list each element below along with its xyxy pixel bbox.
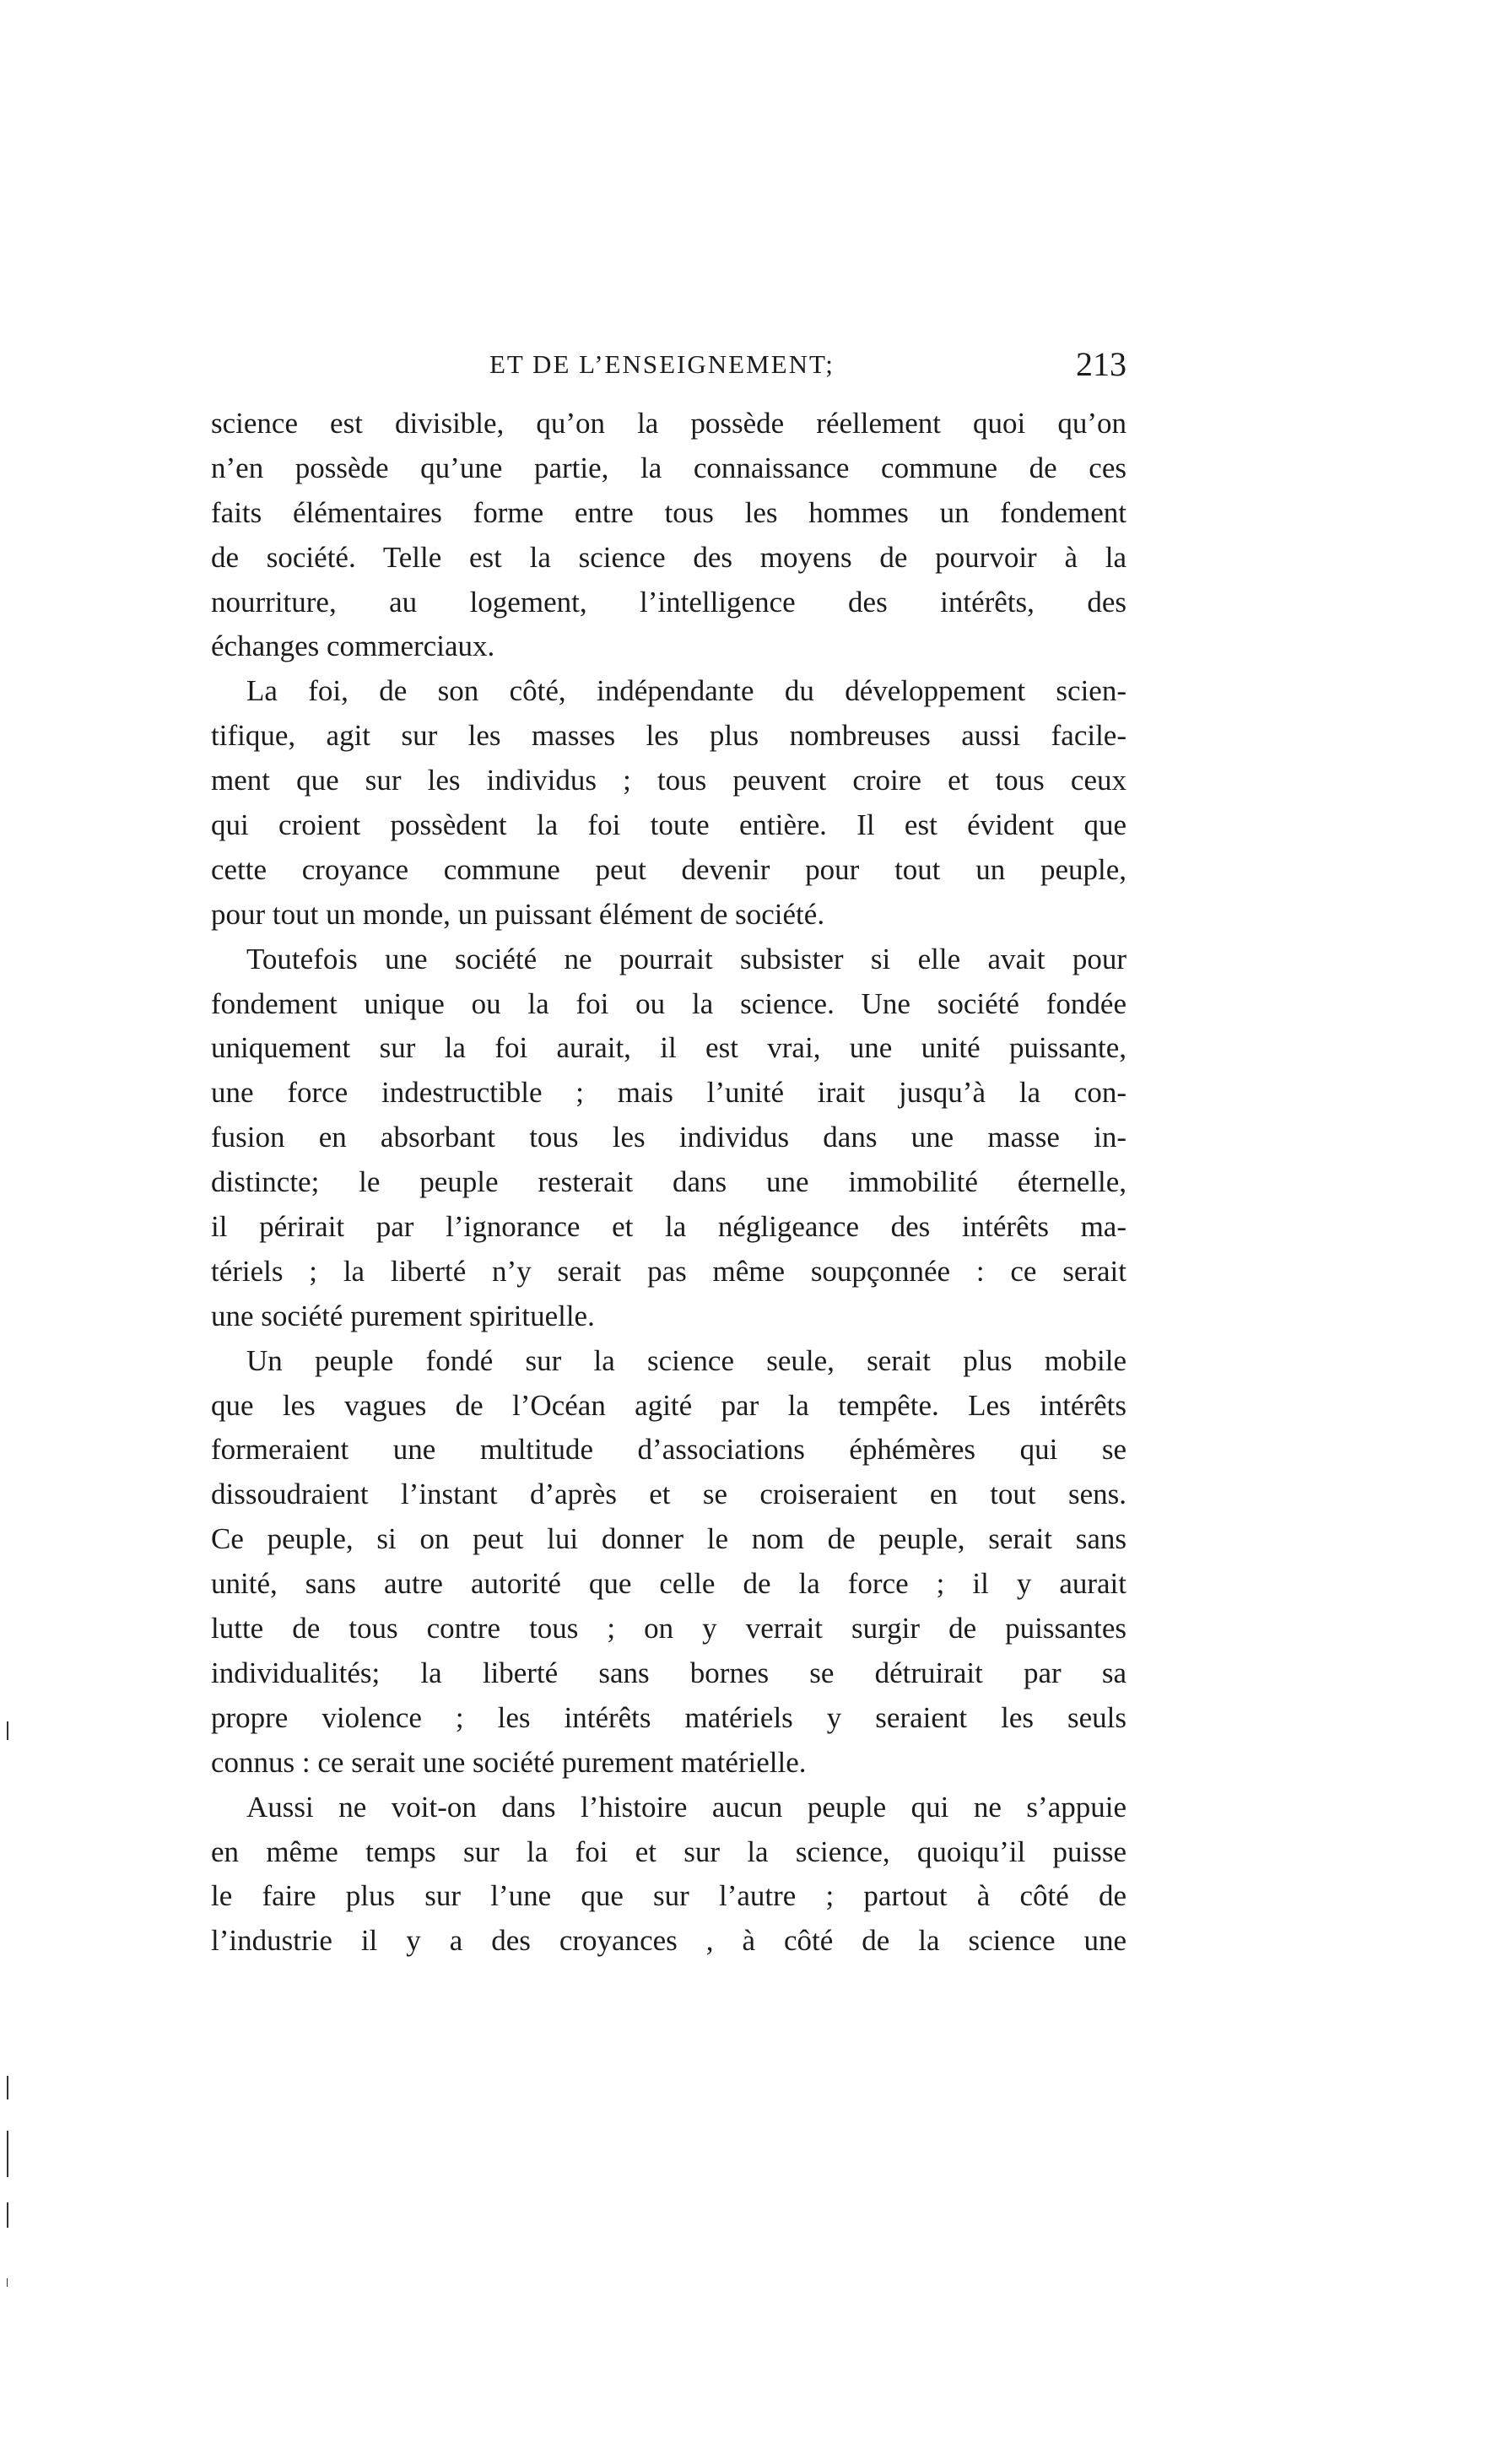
text-line: n’en possède qu’une partie, la connaissance commune de ces <box>211 451 1126 484</box>
text-line: unité, sans autre autorité que celle de la force ; il y aurait <box>211 1567 1126 1601</box>
text-line: qui croient possèdent la foi toute entière. Il est évident que <box>211 808 1126 842</box>
text-line: fusion en absorbant tous les individus dans une masse in- <box>211 1121 1126 1154</box>
scan-margin-mark <box>7 2202 8 2228</box>
text-line: uniquement sur la foi aurait, il est vrai, une unité puissante, <box>211 1031 1126 1065</box>
text-line: lutte de tous contre tous ; on y verrait surgir de puissantes <box>211 1612 1126 1645</box>
text-line: science est divisible, qu’on la possède réellement quoi qu’on <box>211 407 1126 440</box>
scan-margin-mark <box>7 2278 8 2287</box>
text-line: une société purement spirituelle. <box>211 1299 595 1332</box>
text-line: échanges commerciaux. <box>211 630 495 663</box>
text-line: propre violence ; les intérêts matériels y seraient les seuls <box>211 1700 1126 1734</box>
body-text <box>211 402 1126 1964</box>
text-line: l’industrie il y a des croyances , à côté de la science une <box>211 1924 1126 1958</box>
scan-margin-mark <box>7 1721 8 1740</box>
paragraph-first-line: Aussi ne voit-on dans l’histoire aucun peuple qui ne s’appuie <box>246 1790 1126 1824</box>
paragraph-first-line: Toutefois une société ne pourrait subsister si elle avait pour <box>246 942 1126 975</box>
text-line: individualités; la liberté sans bornes se détruirait par sa <box>211 1656 1126 1689</box>
paragraph-first-line: La foi, de son côté, indépendante du développement scien- <box>246 674 1126 708</box>
text-line: de société. Telle est la science des moyens de pourvoir à la <box>211 540 1126 574</box>
text-line: le faire plus sur l’une que sur l’autre ; partout à côté de <box>211 1879 1126 1913</box>
page-number: 213 <box>1076 345 1126 383</box>
text-line: fondement unique ou la foi ou la science. Une société fondée <box>211 986 1126 1020</box>
text-line: que les vagues de l’Océan agité par la tempête. Les intérêts <box>211 1388 1126 1422</box>
text-line: dissoudraient l’instant d’après et se croiseraient en tout sens. <box>211 1478 1126 1511</box>
text-line: une force indestructible ; mais l’unité irait jusqu’à la con- <box>211 1076 1126 1110</box>
text-line: pour tout un monde, un puissant élément de société. <box>211 897 825 931</box>
text-line: tifique, agit sur les masses les plus nombreuses aussi facile- <box>211 719 1126 753</box>
text-line: ment que sur les individus ; tous peuvent croire et tous ceux <box>211 764 1126 797</box>
text-line: faits élémentaires forme entre tous les hommes un fondement <box>211 495 1126 529</box>
text-line: Ce peuple, si on peut lui donner le nom de peuple, serait sans <box>211 1522 1126 1556</box>
text-line: nourriture, au logement, l’intelligence des intérêts, des <box>211 585 1126 619</box>
running-title: ET DE L’ENSEIGNEMENT; <box>489 349 835 379</box>
text-line: connus : ce serait une société purement matérielle. <box>211 1745 807 1779</box>
scan-margin-mark <box>7 2076 8 2099</box>
text-line: cette croyance commune peut devenir pour tout un peuple, <box>211 852 1126 886</box>
paragraph-first-line: Un peuple fondé sur la science seule, serait plus mobile <box>246 1343 1126 1377</box>
text-line: il périrait par l’ignorance et la négligeance des intérêts ma- <box>211 1210 1126 1244</box>
text-line: tériels ; la liberté n’y serait pas même soupçonnée : ce serait <box>211 1254 1126 1288</box>
running-head <box>211 344 1126 395</box>
scan-margin-mark <box>7 2131 8 2177</box>
text-line: en même temps sur la foi et sur la science, quoiqu’il puisse <box>211 1834 1126 1868</box>
text-line: formeraient une multitude d’associations éphémères qui se <box>211 1433 1126 1467</box>
text-line: distincte; le peuple resterait dans une immobilité éternelle, <box>211 1165 1126 1199</box>
